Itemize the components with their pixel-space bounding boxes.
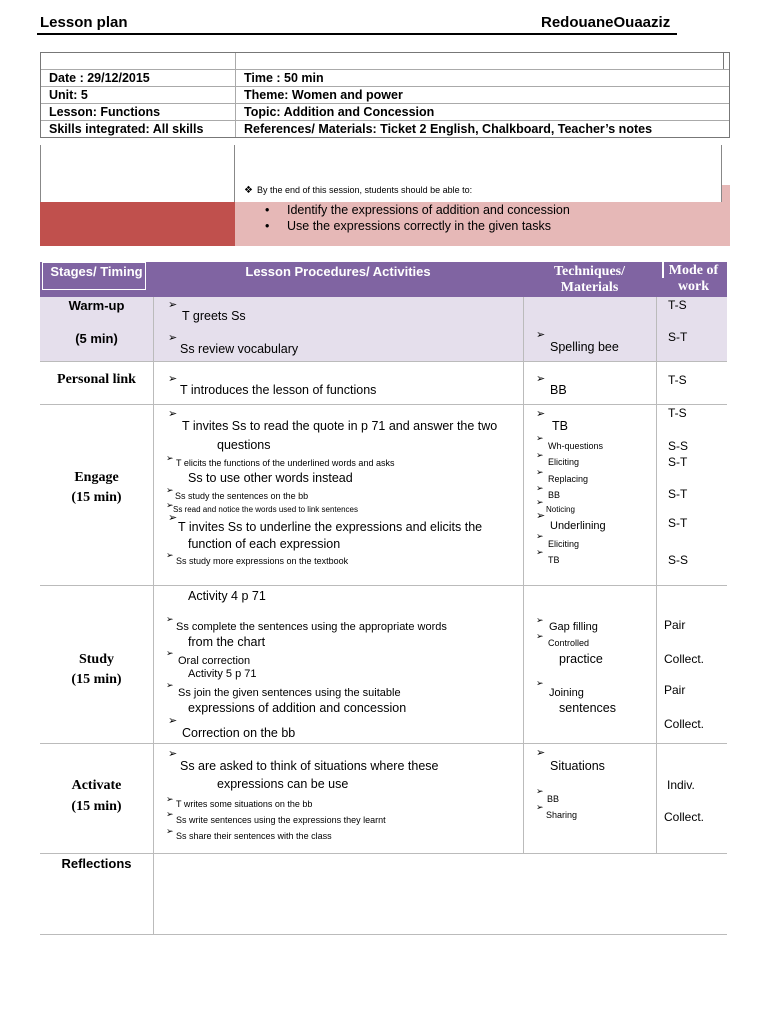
arrow-icon: ➢ bbox=[536, 615, 544, 625]
stage-label: Personal link bbox=[57, 372, 136, 387]
arrow-icon: ➢ bbox=[168, 373, 178, 385]
stage-timing: (15 min) bbox=[71, 799, 122, 814]
arrow-icon: ➢ bbox=[166, 614, 174, 624]
arrow-icon: ➢ bbox=[536, 433, 544, 443]
arrow-icon: ➢ bbox=[168, 512, 178, 524]
arrow-icon: ➢ bbox=[166, 550, 174, 560]
diamond-bullet-icon: ❖ bbox=[244, 185, 253, 196]
objectives-block bbox=[40, 145, 730, 246]
arrow-icon: ➢ bbox=[168, 408, 178, 420]
table-row-engage: Engage (15 min) ➢ T invites Ss to read the quote in p 71 and answer the two questions ➢ T elicits the functions of the underlined words and asks Ss to use other words instead ➢ Ss study the sentences on the bb ➢ Ss read and notice the words used to link sentences ➢ T invites Ss to underline the expressions and elicits the function of each expression ➢ Ss study more expressions on the textbook ➢ TB ➢ Wh-questions ➢ Eliciting ➢ Replacing ➢ BB ➢ Noticing ➢ Underlining ➢ Eliciting ➢ TB T-S S-S S-T S-T S-T S-S bbox=[40, 405, 727, 586]
author-name: RedouaneOuaaziz bbox=[541, 14, 671, 31]
arrow-icon: ➢ bbox=[536, 408, 546, 420]
table-row-warmup: Warm-up (5 min) ➢ T greets Ss ➢ Ss review vocabulary ➢ Spelling bee T-S S-T bbox=[40, 297, 727, 362]
arrow-icon: ➢ bbox=[166, 453, 174, 463]
arrow-icon: ➢ bbox=[166, 794, 174, 804]
info-row-lesson bbox=[41, 103, 729, 120]
stage-timing: (15 min) bbox=[71, 490, 122, 505]
skills-cell: Skills integrated: All skills bbox=[41, 121, 236, 137]
stage-label: Warm-up bbox=[68, 298, 125, 313]
arrow-icon: ➢ bbox=[166, 680, 174, 690]
arrow-icon: ➢ bbox=[536, 547, 544, 557]
arrow-icon: ➢ bbox=[168, 715, 178, 727]
objective-item: • Use the expressions correctly in the given tasks bbox=[265, 219, 552, 233]
page-title: Lesson plan bbox=[40, 14, 128, 31]
arrow-icon: ➢ bbox=[536, 450, 544, 460]
arrow-icon: ➢ bbox=[168, 332, 178, 344]
arrow-icon: ➢ bbox=[536, 678, 544, 688]
header-mode: Mode of bbox=[668, 263, 719, 278]
stage-label: Reflections bbox=[61, 856, 132, 871]
arrow-icon: ➢ bbox=[536, 510, 546, 522]
info-row-skills bbox=[41, 120, 729, 137]
info-blank-row bbox=[41, 53, 729, 69]
table-row-activate: Activate (15 min) ➢ Ss are asked to think of situations where these expressions can be use ➢ T writes some situations on the bb ➢ Ss write sentences using the expressions they learnt ➢ Ss share their sentences with the class ➢ Situations ➢ BB ➢ Sharing Indiv. Collect. bbox=[40, 744, 727, 854]
header-materials: Materials bbox=[560, 280, 619, 295]
info-row-unit bbox=[41, 86, 729, 103]
header-procedures: Lesson Procedures/ Activities bbox=[245, 264, 431, 279]
arrow-icon: ➢ bbox=[536, 483, 544, 493]
info-row-date bbox=[41, 69, 729, 86]
arrow-icon: ➢ bbox=[536, 497, 544, 507]
stage-label: Study bbox=[78, 652, 115, 667]
time-cell: Time : 50 min bbox=[244, 71, 324, 85]
topic-cell: Topic: Addition and Concession bbox=[244, 105, 435, 119]
bullet-icon: • bbox=[265, 203, 270, 217]
stage-label: Engage bbox=[74, 470, 119, 485]
references-cell: References/ Materials: Ticket 2 English, Chalkboard, Teacher’s notes bbox=[244, 122, 653, 136]
arrow-icon: ➢ bbox=[536, 373, 546, 385]
arrow-icon: ➢ bbox=[166, 809, 174, 819]
lesson-info-table bbox=[40, 52, 730, 138]
table-row-study: Study (15 min) Activity 4 p 71 ➢ Ss complete the sentences using the appropriate words from the chart ➢ Oral correction Activity 5 p 71 ➢ Ss join the given sentences using the suitable expressions of addition and concession ➢ Correction on the bb ➢ Gap filling ➢ Controlled practice ➢ Joining sentences Pair Collect. Pair Collect. bbox=[40, 586, 727, 744]
unit-cell: Unit: 5 bbox=[41, 87, 236, 103]
date-cell: Date : 29/12/2015 bbox=[41, 70, 236, 86]
arrow-icon: ➢ bbox=[536, 531, 544, 541]
table-header bbox=[40, 262, 727, 297]
header-rule bbox=[37, 33, 677, 35]
arrow-icon: ➢ bbox=[166, 648, 174, 658]
arrow-icon: ➢ bbox=[168, 299, 178, 311]
header-work: work bbox=[677, 279, 710, 294]
bullet-icon: • bbox=[265, 219, 270, 233]
arrow-icon: ➢ bbox=[166, 826, 174, 836]
arrow-icon: ➢ bbox=[536, 786, 544, 796]
lesson-cell: Lesson: Functions bbox=[41, 104, 236, 120]
table-row-personal-link: Personal link ➢ T introduces the lesson of functions ➢ BB T-S bbox=[40, 362, 727, 405]
arrow-icon: ➢ bbox=[536, 467, 544, 477]
header-techniques: Techniques/ bbox=[553, 264, 626, 279]
theme-cell: Theme: Women and power bbox=[244, 88, 403, 102]
table-row-reflections bbox=[40, 854, 727, 935]
arrow-icon: ➢ bbox=[536, 631, 544, 641]
objective-item: • Identify the expressions of addition and concession bbox=[265, 203, 570, 217]
objectives-intro: ❖ By the end of this session, students should be able to: bbox=[244, 185, 473, 196]
arrow-icon: ➢ bbox=[168, 748, 178, 760]
stage-timing: (15 min) bbox=[71, 672, 122, 687]
stage-timing: (5 min) bbox=[75, 331, 118, 346]
arrow-icon: ➢ bbox=[166, 500, 174, 510]
stage-label: Activate bbox=[71, 778, 122, 793]
arrow-icon: ➢ bbox=[536, 329, 546, 341]
arrow-icon: ➢ bbox=[536, 802, 544, 812]
header-stages: Stages/ Timing bbox=[50, 264, 143, 279]
arrow-icon: ➢ bbox=[166, 485, 174, 495]
arrow-icon: ➢ bbox=[536, 747, 546, 759]
objectives-red-bar bbox=[40, 202, 235, 246]
